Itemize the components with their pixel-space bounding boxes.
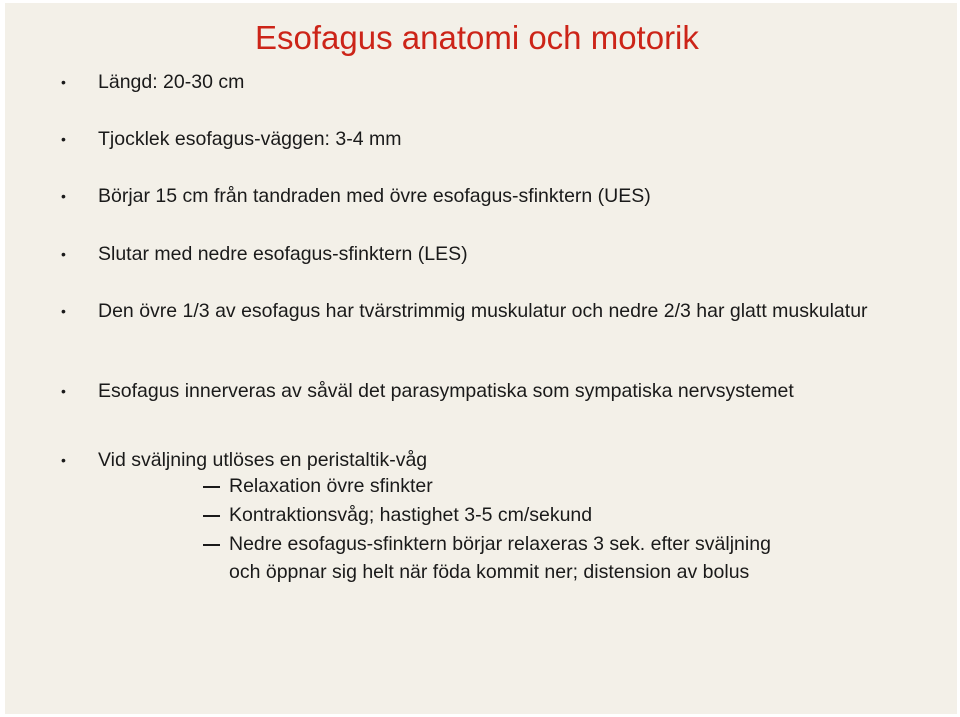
bullet-item [61,448,888,473]
bullet-text: Tjocklek esofagus-väggen: 3-4 mm [98,128,402,150]
bullet-text: Esofagus innerveras av såväl det parasympatiska som sympatiska nervsystemet [98,380,794,402]
sub-item-text: Nedre esofagus-sfinktern börjar relaxeras 3 sek. efter sväljning [229,533,771,555]
bullet-dot-icon: • [61,131,66,147]
dash-icon [203,544,220,546]
bullet-item [61,184,888,209]
bullet-text: Börjar 15 cm från tandraden med övre esofagus-sfinktern (UES) [98,185,651,207]
bullet-item [61,127,888,152]
sub-item [229,503,909,528]
bullet-dot-icon: • [61,74,66,90]
bullet-text: Den övre 1/3 av esofagus har tvärstrimmig muskulatur och nedre 2/3 har glatt muskulatur [98,300,868,322]
slide [5,3,957,714]
sub-item-text: Kontraktionsvåg; hastighet 3-5 cm/sekund [229,504,593,526]
bullet-item [61,379,888,404]
bullet-dot-icon: • [61,303,66,319]
bullet-item [61,242,888,267]
bullet-dot-icon: • [61,452,66,468]
bullet-text: Vid sväljning utlöses en peristaltik-våg [98,449,428,471]
dash-icon [203,486,220,488]
dash-icon [203,515,220,517]
sub-item [229,474,909,499]
sub-item [229,532,909,557]
sub-item-text: och öppnar sig helt när föda kommit ner; distension av bolus [229,561,750,583]
slide-title: Esofagus anatomi och motorik [255,19,699,56]
bullet-item [61,299,888,324]
bullet-text: Längd: 20-30 cm [98,71,245,93]
bullet-dot-icon: • [61,383,66,399]
sub-item-continuation [229,560,909,585]
bullet-item [61,70,888,95]
bullet-dot-icon: • [61,246,66,262]
sub-item-text: Relaxation övre sfinkter [229,475,433,497]
bullet-text: Slutar med nedre esofagus-sfinktern (LES) [98,243,468,265]
bullet-dot-icon: • [61,188,66,204]
